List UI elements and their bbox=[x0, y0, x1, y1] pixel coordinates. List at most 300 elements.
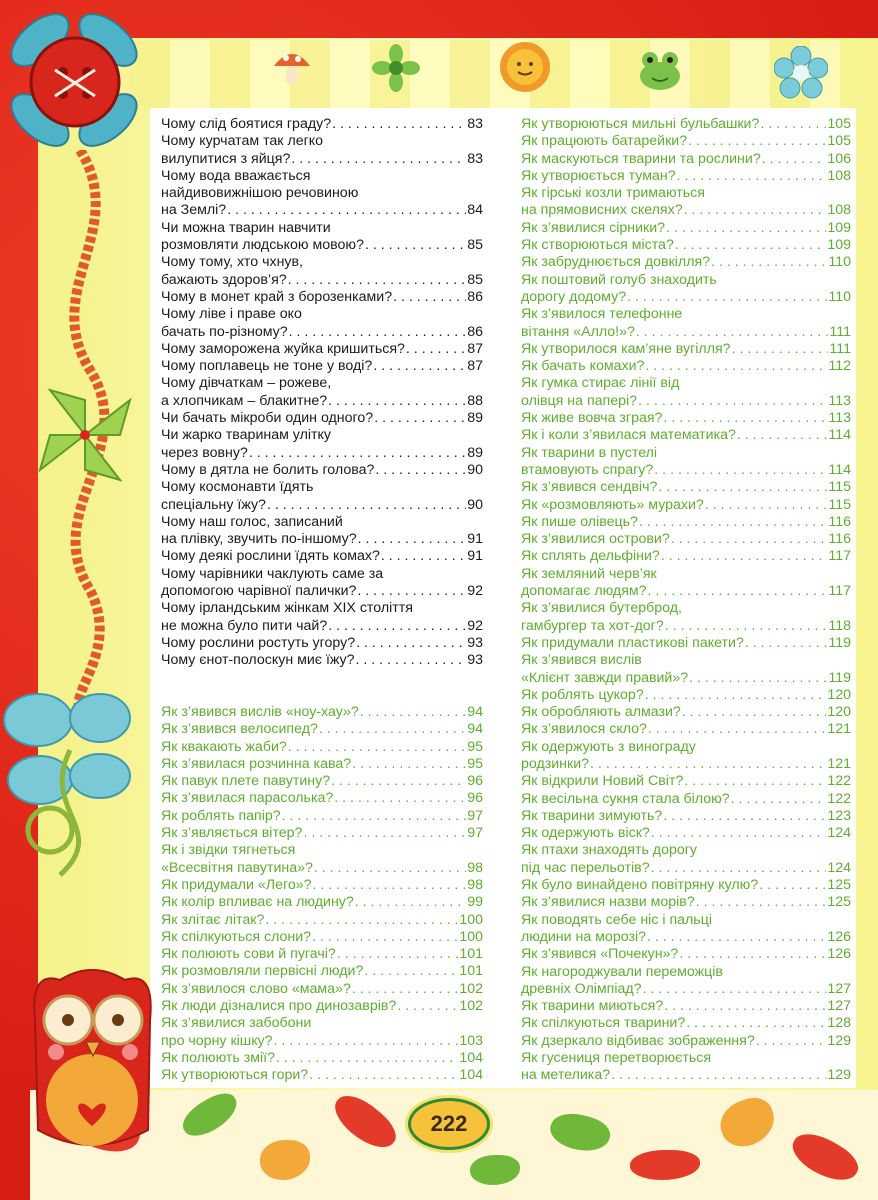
toc-entry-title: Як з’являється вітер? bbox=[161, 825, 303, 842]
toc-leader-dots bbox=[314, 860, 466, 877]
toc-entry bbox=[521, 721, 851, 738]
toc-entry bbox=[161, 116, 483, 133]
toc-entry-page: 108 bbox=[827, 167, 851, 184]
toc-leader-dots bbox=[364, 963, 458, 980]
toc-entry-title: Як утворилося кам’яне вугілля? bbox=[521, 340, 731, 357]
toc-entry-page: 112 bbox=[828, 358, 851, 375]
toc-entry-title: Як обробляють алмази? bbox=[521, 704, 681, 721]
toc-entry-title: Як з’явилися бутерброд, bbox=[521, 600, 682, 617]
toc-entry bbox=[521, 185, 851, 202]
toc-leader-dots bbox=[352, 756, 466, 773]
toc-entry bbox=[161, 998, 483, 1015]
toc-entry-title: а хлопчикам – блакитне? bbox=[161, 392, 328, 409]
toc-entry-page: 88 bbox=[467, 392, 483, 409]
toc-entry bbox=[161, 462, 483, 479]
toc-entry-title: олівця на папері? bbox=[521, 392, 638, 409]
toc-entry bbox=[161, 341, 483, 358]
toc-leader-dots bbox=[319, 721, 466, 738]
toc-entry-title: Як весільна сукня стала білою? bbox=[521, 790, 730, 807]
toc-entry-title: Чому тому, хто чхнув, bbox=[161, 254, 303, 271]
toc-entry-page: 119 bbox=[828, 634, 851, 651]
toc-entry-page: 87 bbox=[467, 340, 483, 357]
toc-leader-dots bbox=[682, 704, 827, 721]
toc-entry-page: 105 bbox=[827, 133, 851, 150]
toc-leader-dots bbox=[393, 289, 466, 306]
toc-entry bbox=[161, 306, 483, 323]
toc-leader-dots bbox=[651, 860, 827, 877]
toc-entry bbox=[161, 1050, 483, 1067]
toc-leader-dots bbox=[357, 583, 466, 600]
toc-entry-title: допомагає людям? bbox=[521, 583, 647, 600]
toc-entry-page: 124 bbox=[827, 825, 851, 842]
toc-entry-title: Як з’явилися острови? bbox=[521, 531, 670, 548]
toc-entry bbox=[521, 894, 851, 911]
toc-entry bbox=[521, 445, 851, 462]
toc-leader-dots bbox=[688, 133, 826, 150]
owl-icon bbox=[20, 960, 165, 1160]
toc-leader-dots bbox=[375, 462, 466, 479]
toc-entry bbox=[161, 842, 483, 859]
toc-leader-dots bbox=[762, 151, 827, 168]
toc-leader-dots bbox=[328, 618, 466, 635]
toc-entry-title: Як сплять дельфіни? bbox=[521, 548, 660, 565]
toc-entry bbox=[161, 860, 483, 877]
toc-leader-dots bbox=[274, 1033, 459, 1050]
toc-entry-page: 121 bbox=[827, 721, 851, 738]
toc-entry-title: Як одержують віск? bbox=[521, 825, 650, 842]
toc-entry-title: Як гумка стирає лінії від bbox=[521, 375, 680, 392]
toc-entry bbox=[521, 133, 851, 150]
toc-entry-page: 89 bbox=[467, 444, 483, 461]
toc-entry bbox=[521, 635, 851, 652]
toc-entry bbox=[521, 358, 851, 375]
toc-entry bbox=[521, 116, 851, 133]
toc-entry-page: 120 bbox=[827, 686, 851, 703]
blue-bow-icon bbox=[0, 680, 140, 880]
toc-entry-title: Як і звідки тягнеться bbox=[161, 842, 296, 859]
toc-entry bbox=[521, 652, 851, 669]
toc-entry-title: гамбургер та хот-дог? bbox=[521, 617, 664, 634]
toc-leader-dots bbox=[696, 894, 827, 911]
toc-entry bbox=[521, 1033, 851, 1050]
toc-leader-dots bbox=[358, 531, 467, 548]
toc-column-1 bbox=[161, 116, 483, 670]
toc-entry-title: Як птахи знаходять дорогу bbox=[521, 842, 698, 859]
toc-entry-page: 127 bbox=[827, 998, 851, 1015]
toc-leader-dots bbox=[759, 877, 826, 894]
toc-leader-dots bbox=[675, 237, 826, 254]
toc-entry-title: Як з’явилися забобони bbox=[161, 1015, 312, 1032]
toc-entry-title: Чому ірландським жінкам XIX століття bbox=[161, 600, 413, 617]
toc-entry-title: Як з’явився сендвіч? bbox=[521, 479, 658, 496]
toc-entry-page: 113 bbox=[828, 392, 851, 409]
toc-entry bbox=[161, 202, 483, 219]
toc-entry-page: 96 bbox=[467, 773, 483, 790]
toc-leader-dots bbox=[647, 929, 826, 946]
toc-entry-title: бачать по-різному? bbox=[161, 323, 288, 340]
toc-entry bbox=[161, 272, 483, 289]
toc-entry bbox=[521, 202, 851, 219]
toc-entry-title: дорогу додому? bbox=[521, 288, 627, 305]
toc-entry-page: 95 bbox=[467, 738, 483, 755]
toc-entry-title: Як і коли з’явилася математика? bbox=[521, 427, 736, 444]
toc-leader-dots bbox=[365, 237, 466, 254]
toc-entry bbox=[161, 427, 483, 444]
toc-entry-title: Чому вода вважається bbox=[161, 167, 311, 184]
toc-leader-dots bbox=[677, 168, 827, 185]
toc-entry-title: Як з’явився вислів «ноу-хау»? bbox=[161, 704, 359, 720]
toc-leader-dots bbox=[643, 981, 827, 998]
toc-entry bbox=[161, 237, 483, 254]
toc-entry bbox=[161, 808, 483, 825]
toc-entry-title: під час перельотів? bbox=[521, 859, 650, 876]
frog-icon bbox=[636, 48, 684, 92]
toc-entry-title: Чому курчатам так легко bbox=[161, 133, 324, 150]
toc-entry-page: 91 bbox=[467, 531, 483, 548]
toc-entry bbox=[161, 1033, 483, 1050]
toc-entry bbox=[521, 912, 851, 929]
toc-entry-page: 120 bbox=[827, 704, 851, 721]
toc-leader-dots bbox=[684, 202, 827, 219]
toc-entry-page: 97 bbox=[467, 807, 483, 824]
toc-entry bbox=[161, 514, 483, 531]
toc-entry bbox=[521, 791, 851, 808]
flower-icon bbox=[372, 44, 420, 92]
toc-entry bbox=[161, 652, 483, 669]
toc-entry-title: Як гусениця перетворюється bbox=[521, 1050, 712, 1067]
toc-entry-title: Як спілкуються слони? bbox=[161, 928, 312, 945]
toc-entry bbox=[521, 860, 851, 877]
toc-entry-title: Чому дівчаткам – рожеве, bbox=[161, 375, 332, 392]
toc-entry-page: 116 bbox=[828, 531, 851, 548]
toc-entry bbox=[161, 756, 483, 773]
toc-entry bbox=[161, 548, 483, 565]
toc-entry bbox=[521, 566, 851, 583]
toc-entry bbox=[521, 427, 851, 444]
toc-entry-page: 105 bbox=[827, 116, 851, 132]
toc-entry-title: древніх Олімпіад? bbox=[521, 980, 642, 997]
toc-entry-title: Чому слід боятися граду? bbox=[161, 116, 332, 132]
toc-entry-page: 96 bbox=[467, 790, 483, 807]
toc-leader-dots bbox=[328, 393, 466, 410]
toc-leader-dots bbox=[291, 151, 466, 168]
toc-entry-page: 114 bbox=[828, 461, 851, 478]
toc-leader-dots bbox=[639, 514, 827, 531]
toc-leader-dots bbox=[654, 462, 827, 479]
toc-leader-dots bbox=[356, 635, 466, 652]
toc-entry-title: через вовну? bbox=[161, 444, 248, 461]
toc-entry bbox=[161, 790, 483, 807]
toc-leader-dots bbox=[381, 548, 466, 565]
toc-entry-page: 126 bbox=[827, 928, 851, 945]
toc-entry bbox=[161, 445, 483, 462]
page-number: 222 bbox=[408, 1098, 490, 1150]
toc-entry-title: Як відкрили Новий Світ? bbox=[521, 773, 684, 790]
toc-leader-dots bbox=[288, 272, 467, 289]
toc-entry-page: 106 bbox=[827, 150, 851, 167]
toc-entry-title: Як розмовляли первісні люди? bbox=[161, 963, 364, 980]
toc-entry-title: Як полюють змії? bbox=[161, 1049, 275, 1066]
toc-entry-title: Як роблять папір? bbox=[161, 807, 281, 824]
toc-entry-title: Як квакають жаби? bbox=[161, 738, 287, 755]
toc-entry-page: 114 bbox=[828, 427, 851, 444]
toc-leader-dots bbox=[332, 116, 466, 133]
pinwheel-icon bbox=[30, 380, 140, 490]
toc-entry-title: Як з’явився вислів bbox=[521, 652, 642, 669]
toc-entry bbox=[161, 566, 483, 583]
toc-entry-page: 85 bbox=[467, 271, 483, 288]
toc-entry-title: Як придумали пластикові пакети? bbox=[521, 634, 744, 651]
toc-entry-page: 94 bbox=[467, 721, 483, 738]
toc-entry-page: 86 bbox=[467, 323, 483, 340]
toc-entry bbox=[161, 704, 483, 721]
toc-entry-page: 102 bbox=[459, 998, 483, 1015]
toc-entry-title: Як одержують з винограду bbox=[521, 738, 696, 755]
toc-entry-title: Чи жарко тваринам улітку bbox=[161, 427, 331, 444]
toc-leader-dots bbox=[331, 773, 466, 790]
toc-entry-title: родзинки? bbox=[521, 755, 590, 772]
toc-leader-dots bbox=[686, 1015, 826, 1032]
toc-entry-page: 90 bbox=[467, 496, 483, 513]
toc-entry-page: 125 bbox=[827, 894, 851, 911]
toc-entry-page: 129 bbox=[827, 1032, 851, 1049]
toc-entry bbox=[521, 479, 851, 496]
toc-entry-title: Як утворюються гори? bbox=[161, 1067, 309, 1084]
toc-entry bbox=[521, 877, 851, 894]
toc-leader-dots bbox=[282, 808, 467, 825]
toc-entry-title: Як поводять себе ніс і пальці bbox=[521, 911, 712, 928]
toc-entry bbox=[161, 1015, 483, 1032]
toc-entry bbox=[161, 393, 483, 410]
toc-entry-title: Як з’явилася розчинна кава? bbox=[161, 755, 352, 772]
toc-leader-dots bbox=[611, 1067, 826, 1084]
toc-entry-page: 99 bbox=[467, 894, 483, 911]
toc-leader-dots bbox=[651, 825, 827, 842]
toc-entry-title: бажають здоров’я? bbox=[161, 271, 287, 288]
toc-entry-page: 98 bbox=[467, 876, 483, 893]
toc-entry-title: Чому деякі рослини їдять комах? bbox=[161, 548, 380, 565]
toc-entry-title: Як полюють сови й пугачі? bbox=[161, 946, 336, 963]
toc-entry-title: Як тварини миються? bbox=[521, 998, 664, 1015]
toc-entry bbox=[521, 237, 851, 254]
toc-entry bbox=[161, 375, 483, 392]
toc-entry-page: 100 bbox=[459, 928, 483, 945]
toc-entry bbox=[521, 842, 851, 859]
toc-entry bbox=[161, 583, 483, 600]
toc-entry-page: 113 bbox=[828, 410, 851, 427]
toc-entry-title: Як нагороджували переможців bbox=[521, 963, 723, 980]
toc-leader-dots bbox=[760, 116, 826, 133]
toc-entry bbox=[521, 341, 851, 358]
toc-entry bbox=[521, 514, 851, 531]
toc-entry-title: Як бачать комахи? bbox=[521, 358, 645, 375]
toc-entry bbox=[161, 635, 483, 652]
toc-leader-dots bbox=[745, 635, 828, 652]
toc-entry-title: на метелика? bbox=[521, 1067, 611, 1084]
toc-leader-dots bbox=[689, 670, 827, 687]
toc-entry-page: 110 bbox=[828, 254, 851, 271]
toc-entry-title: Як придумали «Лего»? bbox=[161, 876, 312, 893]
toc-entry bbox=[521, 998, 851, 1015]
toc-entry-page: 115 bbox=[828, 479, 851, 496]
toc-entry bbox=[161, 289, 483, 306]
toc-entry bbox=[161, 151, 483, 168]
toc-entry-page: 98 bbox=[467, 859, 483, 876]
toc-entry-title: допомогою чарівної палички? bbox=[161, 583, 357, 600]
toc-entry-page: 122 bbox=[827, 790, 851, 807]
toc-entry bbox=[161, 410, 483, 427]
toc-entry bbox=[521, 151, 851, 168]
toc-entry bbox=[521, 220, 851, 237]
toc-entry-title: втамовують спрагу? bbox=[521, 461, 654, 478]
toc-entry bbox=[521, 531, 851, 548]
toc-leader-dots bbox=[289, 324, 467, 341]
toc-entry bbox=[161, 600, 483, 617]
toc-entry-title: Як «розмовляють» мурахи? bbox=[521, 496, 704, 513]
toc-entry bbox=[161, 324, 483, 341]
toc-entry-page: 124 bbox=[827, 859, 851, 876]
toc-entry-title: Як утворюється туман? bbox=[521, 167, 676, 184]
toc-leader-dots bbox=[684, 773, 826, 790]
toc-entry bbox=[161, 479, 483, 496]
toc-entry-title: Чому єнот-полоскун миє їжу? bbox=[161, 652, 355, 669]
toc-entry bbox=[161, 963, 483, 980]
toc-entry-title: найдивовижнішою речовиною bbox=[161, 185, 359, 202]
toc-entry bbox=[521, 375, 851, 392]
toc-leader-dots bbox=[227, 202, 466, 219]
toc-entry bbox=[521, 254, 851, 271]
toc-leader-dots bbox=[334, 790, 466, 807]
toc-entry bbox=[161, 497, 483, 514]
toc-entry-page: 83 bbox=[467, 150, 483, 167]
toc-leader-dots bbox=[590, 756, 826, 773]
toc-entry-title: Як працюють батарейки? bbox=[521, 133, 688, 150]
blue-flower-icon bbox=[774, 46, 828, 100]
toc-entry bbox=[161, 929, 483, 946]
toc-entry-page: 97 bbox=[467, 825, 483, 842]
toc-entry-page: 83 bbox=[467, 116, 483, 132]
toc-entry-page: 110 bbox=[828, 288, 851, 305]
toc-entry-title: Як дзеркало відбиває зображення? bbox=[521, 1032, 755, 1049]
toc-entry bbox=[161, 185, 483, 202]
toc-leader-dots bbox=[737, 427, 827, 444]
toc-entry-page: 86 bbox=[467, 288, 483, 305]
toc-entry-title: Як живе вовча зграя? bbox=[521, 410, 663, 427]
toc-entry-page: 116 bbox=[828, 513, 851, 530]
toc-entry-page: 123 bbox=[827, 807, 851, 824]
toc-entry-title: спеціальну їжу? bbox=[161, 496, 266, 513]
toc-entry-title: «Клієнт завжди правий»? bbox=[521, 669, 689, 686]
toc-entry bbox=[161, 912, 483, 929]
toc-entry-page: 101 bbox=[459, 963, 483, 980]
toc-leader-dots bbox=[249, 445, 466, 462]
toc-entry bbox=[521, 739, 851, 756]
toc-entry-title: «Всесвітня павутина»? bbox=[161, 859, 313, 876]
toc-entry-title: розмовляти людською мовою? bbox=[161, 237, 364, 254]
toc-entry bbox=[161, 877, 483, 894]
toc-entry-title: Як роблять цукор? bbox=[521, 686, 644, 703]
toc-entry-page: 95 bbox=[467, 755, 483, 772]
toc-entry-page: 125 bbox=[827, 877, 851, 894]
toc-entry bbox=[521, 324, 851, 341]
toc-entry-page: 100 bbox=[459, 911, 483, 928]
toc-leader-dots bbox=[360, 704, 466, 721]
toc-leader-dots bbox=[679, 946, 826, 963]
toc-entry bbox=[521, 272, 851, 289]
toc-leader-dots bbox=[732, 341, 829, 358]
toc-entry bbox=[161, 721, 483, 738]
toc-entry-title: Як з’явилися сірники? bbox=[521, 219, 666, 236]
toc-leader-dots bbox=[406, 341, 466, 358]
toc-leader-dots bbox=[756, 1033, 827, 1050]
toc-entry bbox=[161, 1067, 483, 1084]
toc-entry bbox=[521, 687, 851, 704]
toc-entry bbox=[521, 808, 851, 825]
toc-entry-title: на плівку, звучить по-іншому? bbox=[161, 531, 357, 548]
toc-entry-title: про чорну кішку? bbox=[161, 1032, 273, 1049]
toc-entry-page: 121 bbox=[827, 755, 851, 772]
toc-entry-title: Чому чарівники чаклують саме за bbox=[161, 565, 384, 582]
toc-entry bbox=[521, 670, 851, 687]
toc-entry bbox=[521, 1050, 851, 1067]
toc-leader-dots bbox=[312, 929, 458, 946]
toc-entry-page: 109 bbox=[827, 219, 851, 236]
toc-leader-dots bbox=[303, 825, 466, 842]
toc-entry bbox=[161, 894, 483, 911]
toc-entry-page: 85 bbox=[467, 237, 483, 254]
toc-leader-dots bbox=[337, 946, 459, 963]
toc-entry-page: 103 bbox=[459, 1032, 483, 1049]
toc-leader-dots bbox=[648, 583, 828, 600]
toc-entry-title: Як з’явилося слово «мама»? bbox=[161, 980, 351, 997]
toc-entry-title: Чому наш голос, записаний bbox=[161, 513, 343, 530]
toc-entry-page: 126 bbox=[827, 946, 851, 963]
toc-entry bbox=[521, 929, 851, 946]
toc-entry-page: 104 bbox=[459, 1049, 483, 1066]
toc-entry-page: 117 bbox=[828, 583, 851, 600]
toc-leader-dots bbox=[663, 410, 827, 427]
toc-entry-page: 91 bbox=[467, 548, 483, 565]
toc-leader-dots bbox=[645, 687, 827, 704]
toc-entry-page: 117 bbox=[828, 548, 851, 565]
toc-leader-dots bbox=[352, 981, 458, 998]
toc-leader-dots bbox=[397, 998, 458, 1015]
toc-entry-title: на прямовисних скелях? bbox=[521, 202, 683, 219]
toc-entry bbox=[521, 289, 851, 306]
button-flower-icon bbox=[0, 0, 150, 170]
toc-leader-dots bbox=[648, 721, 826, 738]
toc-entry-page: 111 bbox=[829, 323, 851, 340]
toc-entry-page: 111 bbox=[829, 340, 851, 357]
toc-entry bbox=[521, 756, 851, 773]
toc-leader-dots bbox=[671, 531, 828, 548]
toc-entry-title: Як пише олівець? bbox=[521, 513, 638, 530]
toc-entry-title: Чому в дятла не болить голова? bbox=[161, 461, 375, 478]
toc-entry bbox=[521, 618, 851, 635]
toc-leader-dots bbox=[374, 410, 466, 427]
toc-entry-title: Чому поплавець не тоне у воді? bbox=[161, 358, 373, 375]
toc-column-2 bbox=[521, 116, 851, 1085]
toc-entry bbox=[521, 825, 851, 842]
toc-entry bbox=[521, 410, 851, 427]
toc-entry bbox=[521, 548, 851, 565]
toc-entry bbox=[521, 306, 851, 323]
toc-entry-page: 101 bbox=[459, 946, 483, 963]
toc-entry-title: Чому в монет край з борозенками? bbox=[161, 288, 393, 305]
toc-entry-title: Як люди дізналися про динозаврів? bbox=[161, 998, 397, 1015]
toc-entry bbox=[521, 583, 851, 600]
toc-entry-page: 89 bbox=[467, 410, 483, 427]
